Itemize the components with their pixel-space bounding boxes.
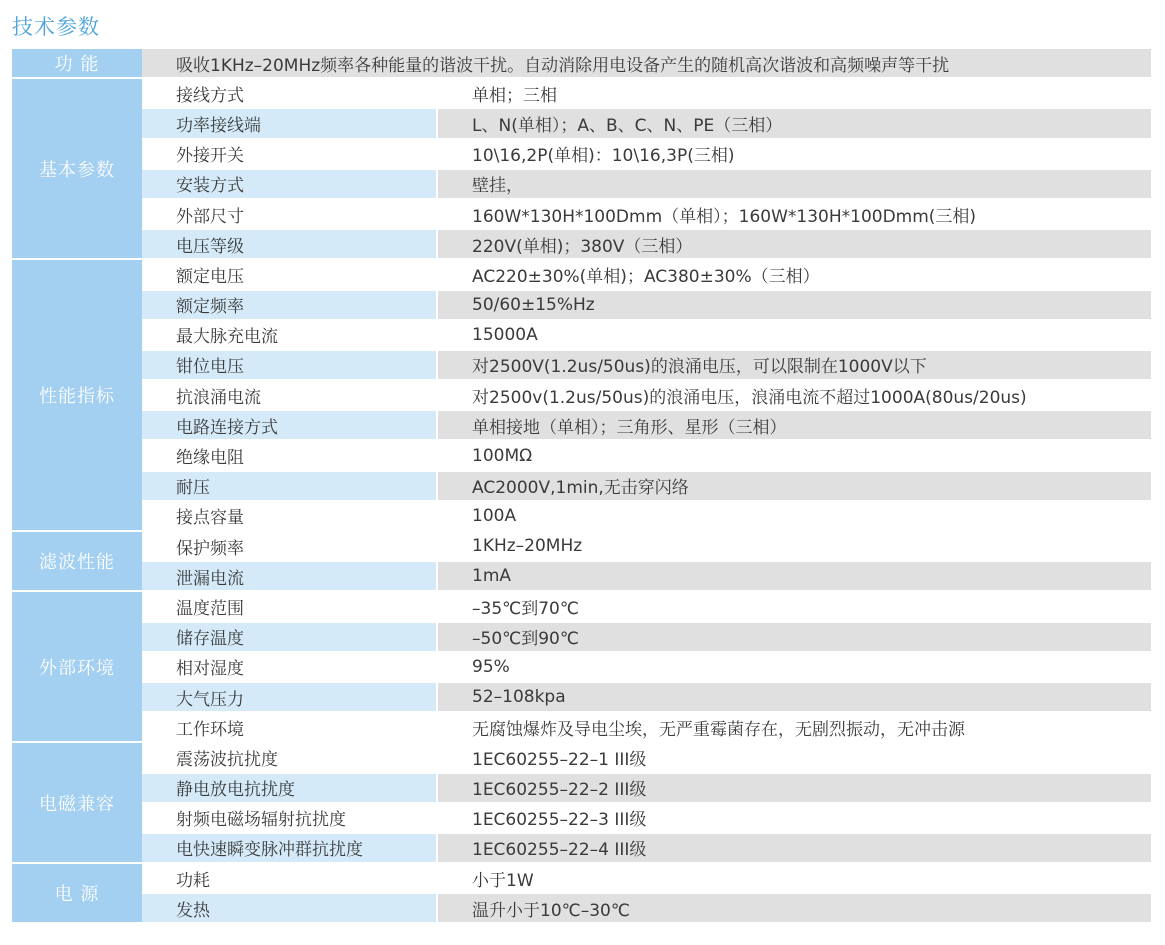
param-value: 单相接地（单相）；三角形、星形（三相） xyxy=(436,409,1151,439)
table-row xyxy=(12,319,1151,349)
param-name: 安装方式 xyxy=(142,168,436,198)
param-name: 功耗 xyxy=(142,862,436,892)
param-name: 接点容量 xyxy=(142,500,436,530)
table-row xyxy=(12,681,1151,711)
param-value: 1KHz–20MHz xyxy=(436,530,1151,560)
param-name: 震荡波抗扰度 xyxy=(142,741,436,771)
param-value: 52–108kpa xyxy=(436,681,1151,711)
category-cell: 外部环境 xyxy=(12,590,142,741)
spec-table-body xyxy=(12,49,1151,922)
table-row xyxy=(12,349,1151,379)
table-row xyxy=(12,530,1151,560)
param-name: 功率接线端 xyxy=(142,107,436,137)
param-name: 静电放电抗扰度 xyxy=(142,772,436,802)
table-row xyxy=(12,560,1151,590)
param-name: 额定频率 xyxy=(142,289,436,319)
param-value: 15000A xyxy=(436,319,1151,349)
table-row xyxy=(12,258,1151,288)
param-value: 无腐蚀爆炸及导电尘埃，无严重霉菌存在，无剧烈振动，无冲击源 xyxy=(436,711,1151,741)
param-value: 160W*130H*100Dmm（单相）；160W*130H*100Dmm(三相) xyxy=(436,198,1151,228)
param-value: 50/60±15%Hz xyxy=(436,289,1151,319)
category-cell-function: 功 能 xyxy=(12,49,142,77)
table-row xyxy=(12,892,1151,922)
param-value: 1EC60255–22–1 III级 xyxy=(436,741,1151,771)
param-name: 接线方式 xyxy=(142,77,436,107)
param-value: 10\16,2P(单相)：10\16,3P(三相) xyxy=(436,138,1151,168)
category-cell: 基本参数 xyxy=(12,77,142,258)
table-row xyxy=(12,439,1151,469)
param-value: –35℃到70℃ xyxy=(436,590,1151,620)
param-value: 100A xyxy=(436,500,1151,530)
table-row xyxy=(12,621,1151,651)
param-name: 发热 xyxy=(142,892,436,922)
table-row xyxy=(12,832,1151,862)
param-name: 射频电磁场辐射抗扰度 xyxy=(142,802,436,832)
param-value: 1mA xyxy=(436,560,1151,590)
param-value: 1EC60255–22–4 III级 xyxy=(436,832,1151,862)
param-value: 95% xyxy=(436,651,1151,681)
param-name: 工作环境 xyxy=(142,711,436,741)
param-name: 额定电压 xyxy=(142,258,436,288)
param-value: 100MΩ xyxy=(436,439,1151,469)
param-name: 温度范围 xyxy=(142,590,436,620)
table-row xyxy=(12,772,1151,802)
table-row xyxy=(12,500,1151,530)
param-name: 外部尺寸 xyxy=(142,198,436,228)
table-row xyxy=(12,590,1151,620)
table-row xyxy=(12,379,1151,409)
function-description: 吸收1KHz–20MHz频率各种能量的谐波干扰。自动消除用电设备产生的随机高次谐波和高频噪声等干扰 xyxy=(142,49,1151,77)
table-row xyxy=(12,107,1151,137)
param-value: 小于1W xyxy=(436,862,1151,892)
table-row xyxy=(12,138,1151,168)
param-name: 大气压力 xyxy=(142,681,436,711)
table-row xyxy=(12,802,1151,832)
param-name: 电快速瞬变脉冲群抗扰度 xyxy=(142,832,436,862)
category-cell: 滤波性能 xyxy=(12,530,142,590)
param-name: 保护频率 xyxy=(142,530,436,560)
param-value: L、N(单相）；A、B、C、N、PE（三相） xyxy=(436,107,1151,137)
param-value: 220V(单相)；380V（三相） xyxy=(436,228,1151,258)
param-value: 壁挂， xyxy=(436,168,1151,198)
table-row xyxy=(12,741,1151,771)
param-name: 抗浪涌电流 xyxy=(142,379,436,409)
param-name: 相对湿度 xyxy=(142,651,436,681)
page-title: 技术参数 xyxy=(12,15,100,39)
param-name: 泄漏电流 xyxy=(142,560,436,590)
param-value: 对2500V(1.2us/50us)的浪涌电压，可以限制在1000V以下 xyxy=(436,349,1151,379)
table-row xyxy=(12,651,1151,681)
param-name: 耐压 xyxy=(142,470,436,500)
category-cell: 电 源 xyxy=(12,862,142,922)
table-row xyxy=(12,862,1151,892)
table-row-function xyxy=(12,49,1151,77)
param-name: 钳位电压 xyxy=(142,349,436,379)
table-row xyxy=(12,228,1151,258)
param-value: 1EC60255–22–3 III级 xyxy=(436,802,1151,832)
param-name: 最大脉充电流 xyxy=(142,319,436,349)
table-row xyxy=(12,711,1151,741)
param-name: 电压等级 xyxy=(142,228,436,258)
category-cell: 性能指标 xyxy=(12,258,142,530)
param-name: 外接开关 xyxy=(142,138,436,168)
param-value: –50℃到90℃ xyxy=(436,621,1151,651)
param-value: AC220±30%(单相)；AC380±30%（三相） xyxy=(436,258,1151,288)
param-name: 电路连接方式 xyxy=(142,409,436,439)
param-value: 温升小于10℃–30℃ xyxy=(436,892,1151,922)
table-row xyxy=(12,289,1151,319)
table-row xyxy=(12,168,1151,198)
param-name: 储存温度 xyxy=(142,621,436,651)
param-value: 单相；三相 xyxy=(436,77,1151,107)
param-value: 对2500v(1.2us/50us)的浪涌电压，浪涌电流不超过1000A(80us/20us) xyxy=(436,379,1151,409)
param-value: AC2000V,1min,无击穿闪络 xyxy=(436,470,1151,500)
param-value: 1EC60255–22–2 III级 xyxy=(436,772,1151,802)
table-row xyxy=(12,77,1151,107)
spec-table xyxy=(12,49,1151,922)
category-cell: 电磁兼容 xyxy=(12,741,142,862)
table-row xyxy=(12,198,1151,228)
table-row xyxy=(12,470,1151,500)
param-name: 绝缘电阻 xyxy=(142,439,436,469)
table-row xyxy=(12,409,1151,439)
